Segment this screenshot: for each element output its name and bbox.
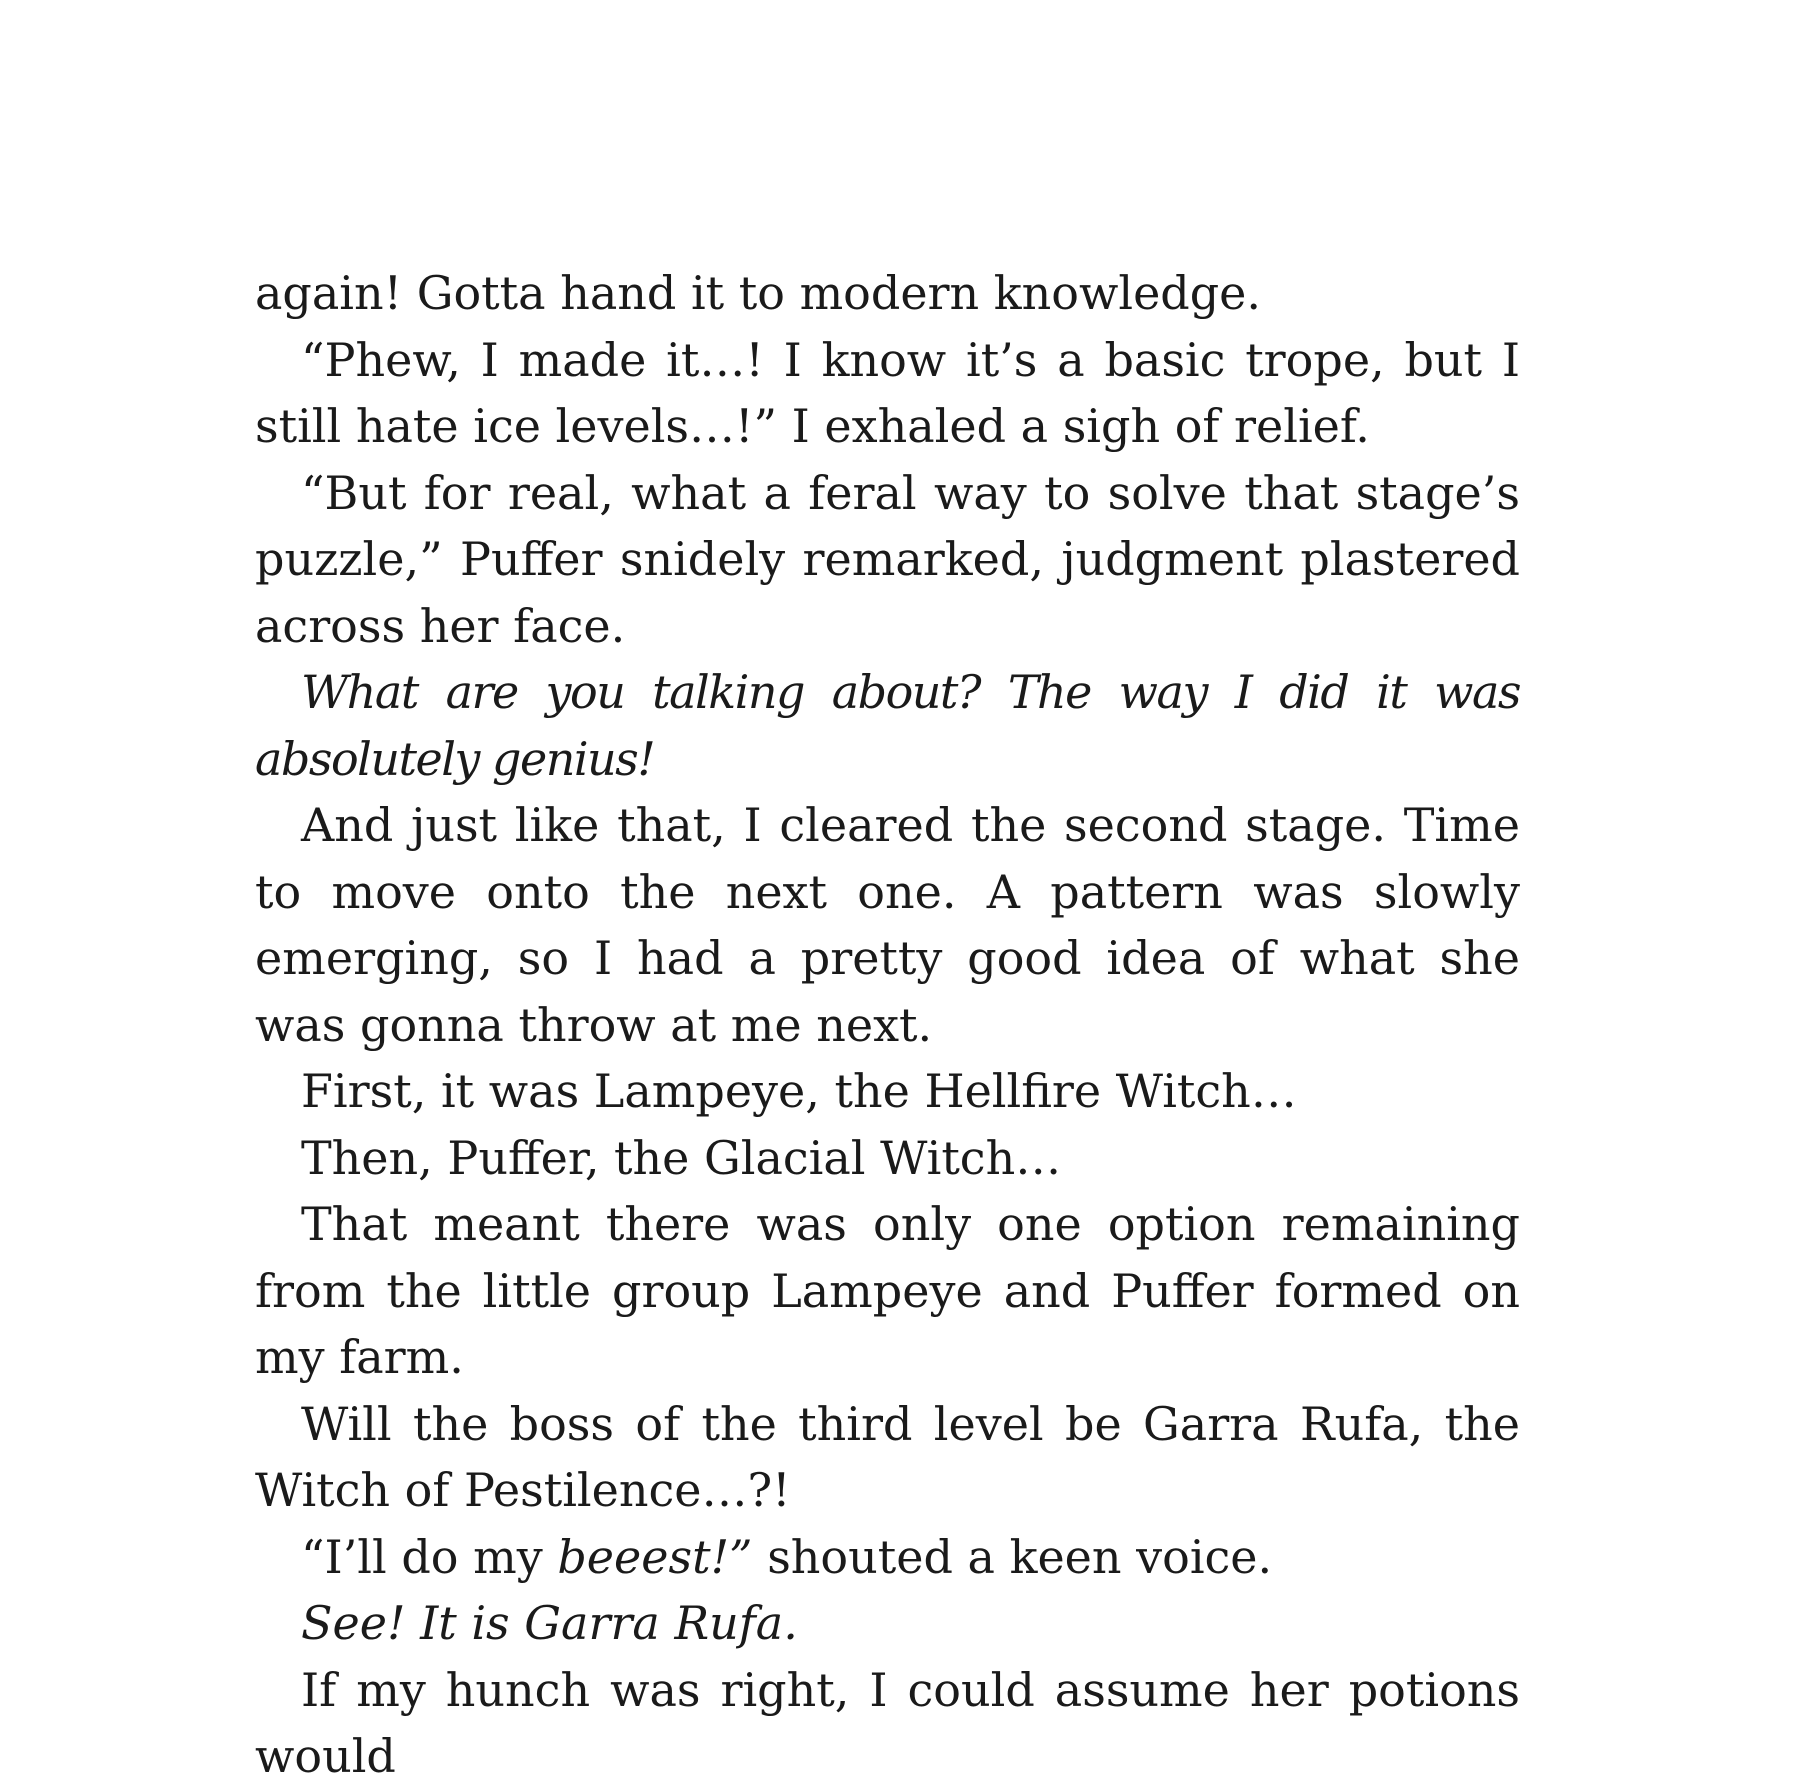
- body-text: [255, 260, 1520, 1790]
- dialogue-tag: shouted a keen voice.: [752, 1529, 1273, 1584]
- paragraph: “But for real, what a feral way to solve that stage’s puzzle,” Puffer snidely remarked, judgment plastered across her face.: [255, 465, 1520, 653]
- dialogue-paragraph: [255, 1524, 1520, 1591]
- paragraph: Then, Puffer, the Glacial Witch…: [301, 1130, 1062, 1185]
- dialogue-text: “I’ll do my: [301, 1529, 558, 1584]
- italic-thought: See! It is Garra Rufa.: [301, 1596, 798, 1650]
- paragraph: First, it was Lampeye, the Hellfire Witch…: [301, 1064, 1297, 1118]
- paragraph: again! Gotta hand it to modern knowledge.: [255, 266, 1262, 320]
- italic-thought: What are you talking about? The way I did it was absolutely genius!: [255, 665, 1520, 786]
- paragraph: “Phew, I made it…! I know it’s a basic trope, but I still hate ice levels…!” I exhaled a sigh of relief.: [255, 332, 1520, 453]
- paragraph: And just like that, I cleared the second stage. Time to move onto the next one. A pattern was slowly emerging, so I had a pretty good idea of what she was gonna throw at me next.: [255, 798, 1520, 1052]
- emphasis-text: beeest!”: [557, 1529, 753, 1584]
- paragraph: If my hunch was right, I could assume her potions would: [255, 1662, 1520, 1783]
- paragraph: Will the boss of the third level be Garra Rufa, the Witch of Pestilence…?!: [255, 1396, 1520, 1517]
- paragraph: That meant there was only one option remaining from the little group Lampeye and Puffer formed on my farm.: [255, 1197, 1520, 1384]
